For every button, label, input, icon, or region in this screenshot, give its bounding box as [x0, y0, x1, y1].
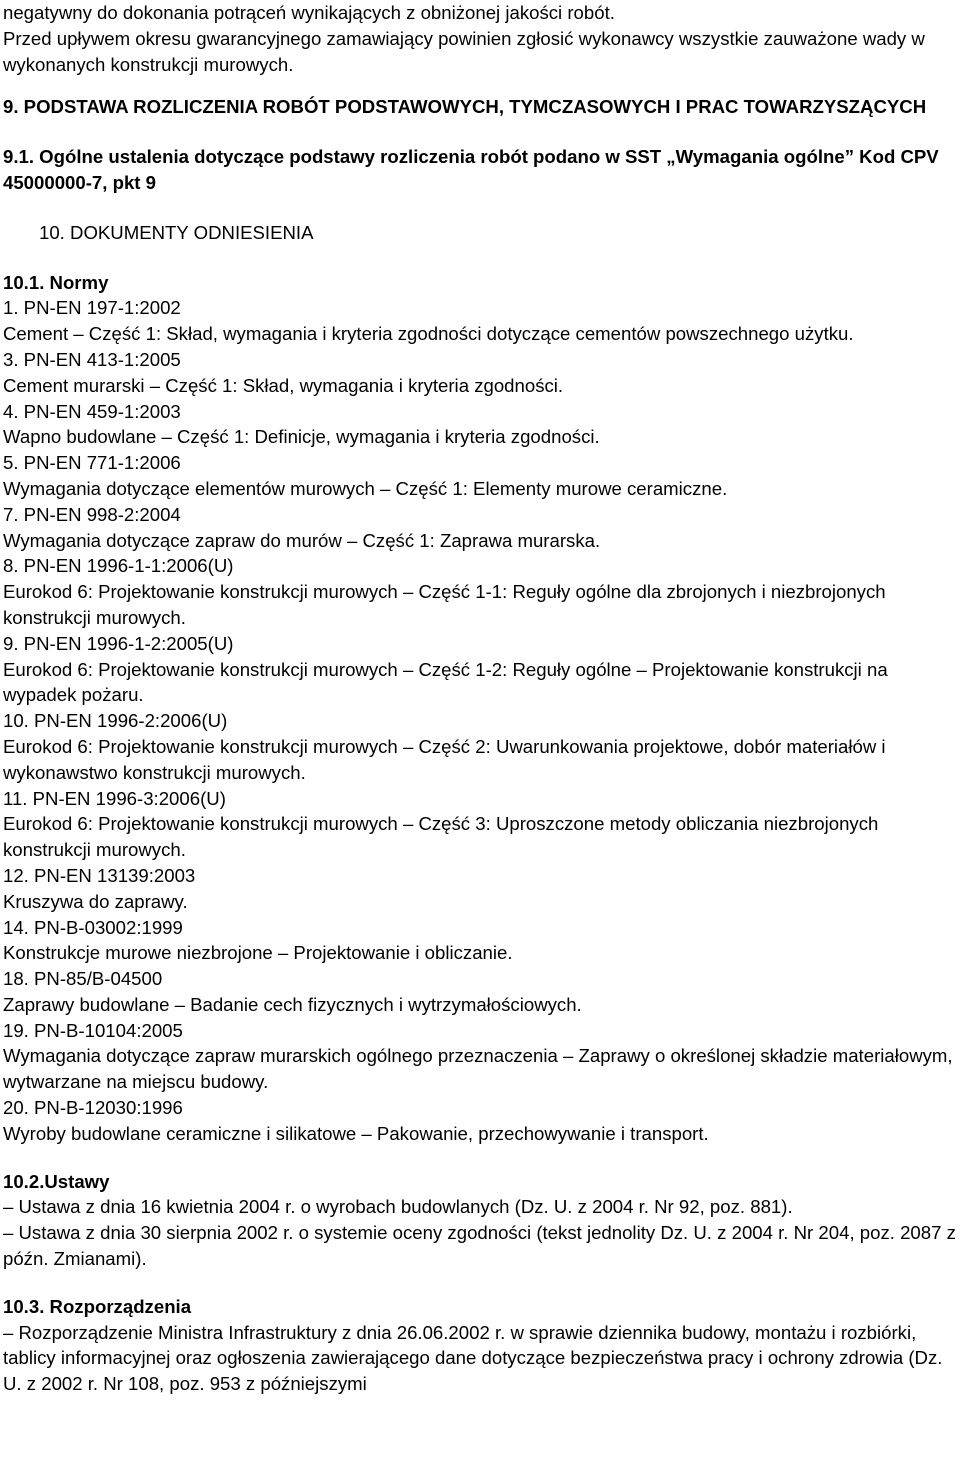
norm-title: Eurokod 6: Projektowanie konstrukcji murowych – Część 2: Uwarunkowania projektowe, dobór materiałów i wykonawstwo konstrukcji murowych. — [3, 735, 886, 783]
regulation-item: – Rozporządzenie Ministra Infrastruktury z dnia 26.06.2002 r. w sprawie dziennika budowy, montażu i rozbiórki, tablicy informacyjnej oraz ogłoszenia zawierającego dane dotyczące bezpieczeństwa pracy i ochrony zdrowia (Dz. U. z 2002 r. Nr 108, poz. 953 z późniejszymi — [3, 1321, 943, 1395]
law-item: – Ustawa z dnia 16 kwietnia 2004 r. o wyrobach budowlanych (Dz. U. z 2004 r. Nr 92, poz. 881). — [3, 1196, 793, 1218]
norm-code: 8. PN-EN 1996-1-1:2006(U) — [3, 555, 234, 577]
norm-title: Cement – Część 1: Skład, wymagania i kryteria zgodności dotyczące cementów powszechnego użytku. — [3, 323, 854, 345]
norm-code: 4. PN-EN 459-1:2003 — [3, 400, 181, 422]
norm-title: Eurokod 6: Projektowanie konstrukcji murowych – Część 1-1: Reguły ogólne dla zbrojonych i niezbrojonych konstrukcji murowych. — [3, 581, 886, 628]
intro-line-1: negatywny do dokonania potrąceń wynikających z obniżonej jakości robót. — [3, 2, 615, 23]
norm-item — [3, 631, 960, 708]
norm-code: 5. PN-EN 771-1:2006 — [3, 452, 181, 474]
norm-code: 7. PN-EN 998-2:2004 — [3, 503, 181, 525]
norm-title: Konstrukcje murowe niezbrojone – Projektowanie i obliczanie. — [3, 942, 513, 964]
norm-code: 20. PN-B-12030:1996 — [3, 1097, 183, 1119]
norm-title: Kruszywa do zaprawy. — [3, 890, 188, 912]
norm-item — [3, 863, 960, 915]
norms-list — [3, 295, 960, 1146]
norm-item — [3, 502, 960, 554]
section-10-heading: 10. DOKUMENTY ODNIESIENIA — [39, 221, 314, 243]
norm-item — [3, 553, 960, 630]
norm-item — [3, 915, 960, 967]
norm-code: 19. PN-B-10104:2005 — [3, 1019, 183, 1041]
norm-title: Wapno budowlane – Część 1: Definicje, wymagania i kryteria zgodności. — [3, 426, 600, 448]
norm-title: Wymagania dotyczące zapraw murarskich ogólnego przeznaczenia – Zaprawy o określonej składzie materiałowym, wytwarzane na miejscu budowy. — [3, 1045, 953, 1093]
norm-item — [3, 1018, 960, 1095]
norm-code: 1. PN-EN 197-1:2002 — [3, 297, 181, 319]
norm-title: Wymagania dotyczące elementów murowych – Część 1: Elementy murowe ceramiczne. — [3, 477, 728, 499]
norm-code: 11. PN-EN 1996-3:2006(U) — [3, 787, 226, 809]
intro-paragraph: Przed upływem okresu gwarancyjnego zamawiający powinien zgłosić wykonawcy wszystkie zauważone wady w wykonanych konstrukcji murowych. — [3, 27, 925, 75]
norm-code: 12. PN-EN 13139:2003 — [3, 864, 196, 886]
norm-code: 3. PN-EN 413-1:2005 — [3, 348, 181, 370]
norm-item — [3, 966, 960, 1018]
norm-item — [3, 450, 960, 502]
section-9-1-heading: 9.1. Ogólne ustalenia dotyczące podstawy rozliczenia robót podano w SST „Wymagania ogólne” Kod CPV 45000000-7, pkt 9 — [3, 146, 939, 193]
norm-title: Wymagania dotyczące zapraw do murów – Część 1: Zaprawa murarska. — [3, 529, 601, 551]
norms-heading: 10.1. Normy — [3, 271, 109, 293]
norm-item — [3, 399, 960, 451]
norm-title: Eurokod 6: Projektowanie konstrukcji murowych – Część 3: Uproszczone metody obliczania niezbrojonych konstrukcji murowych. — [3, 813, 879, 861]
norm-code: 18. PN-85/B-04500 — [3, 968, 163, 990]
laws-heading: 10.2.Ustawy — [3, 1170, 110, 1192]
regulations-heading: 10.3. Rozporządzenia — [3, 1295, 192, 1317]
norm-code: 9. PN-EN 1996-1-2:2005(U) — [3, 632, 234, 654]
norm-item — [3, 295, 960, 347]
norm-item — [3, 708, 960, 785]
norm-item — [3, 786, 960, 863]
section-9-heading: 9. PODSTAWA ROZLICZENIA ROBÓT PODSTAWOWYCH, TYMCZASOWYCH I PRAC TOWARZYSZĄCYCH — [3, 96, 927, 118]
norm-title: Cement murarski – Część 1: Skład, wymagania i kryteria zgodności. — [3, 374, 564, 396]
norm-code: 14. PN-B-03002:1999 — [3, 916, 183, 938]
norm-title: Zaprawy budowlane – Badanie cech fizycznych i wytrzymałościowych. — [3, 993, 582, 1015]
norm-title: Wyroby budowlane ceramiczne i silikatowe – Pakowanie, przechowywanie i transport. — [3, 1122, 709, 1144]
norm-code: 10. PN-EN 1996-2:2006(U) — [3, 710, 228, 732]
law-item: – Ustawa z dnia 30 sierpnia 2002 r. o systemie oceny zgodności (tekst jednolity Dz. U. z 2004 r. Nr 204, poz. 2087 z późn. Zmianami). — [3, 1222, 956, 1270]
norm-title: Eurokod 6: Projektowanie konstrukcji murowych – Część 1-2: Reguły ogólne – Projektowanie konstrukcji na wypadek pożaru. — [3, 658, 888, 706]
norm-item — [3, 1095, 960, 1147]
norm-item — [3, 347, 960, 399]
